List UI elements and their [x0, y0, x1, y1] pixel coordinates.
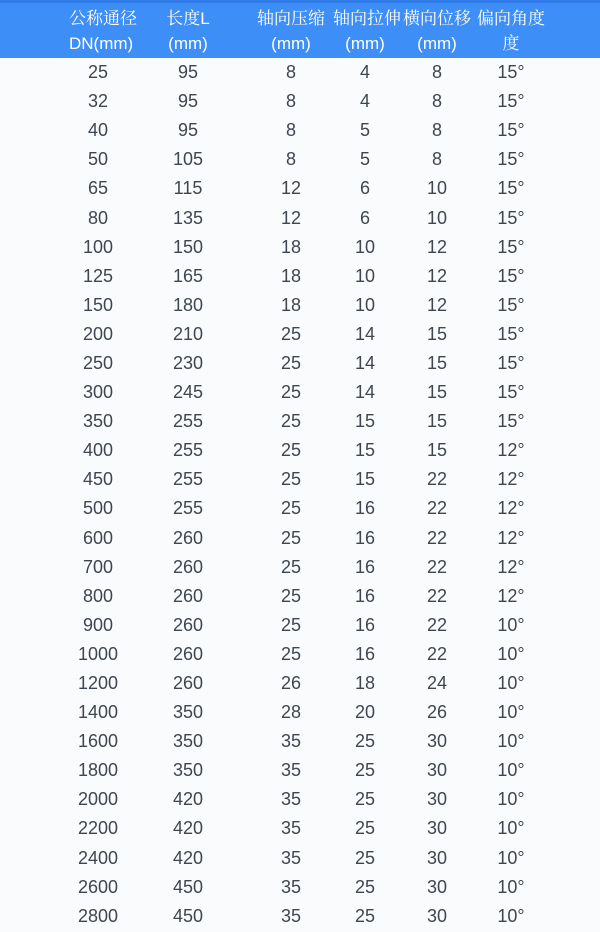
row-spacer-right	[545, 116, 600, 145]
table-cell: 165	[172, 265, 204, 286]
row-spacer-right	[545, 407, 600, 436]
table-cell: 22	[426, 643, 448, 664]
table-row	[0, 262, 600, 291]
table-cell: 25	[354, 760, 376, 781]
table-cell: 12	[280, 207, 302, 228]
row-spacer-right	[545, 844, 600, 873]
table-cell: 16	[354, 498, 376, 519]
table-cell: 16	[354, 643, 376, 664]
table-cell: 16	[354, 527, 376, 548]
row-spacer-right	[545, 494, 600, 523]
row-spacer-right	[545, 785, 600, 814]
table-cell: 35	[280, 818, 302, 839]
table-cell: 350	[172, 731, 204, 752]
table-cell: 30	[426, 789, 448, 810]
row-spacer-right	[545, 436, 600, 465]
table-cell: 15	[426, 411, 448, 432]
table-cell: 400	[82, 440, 114, 461]
table-cell: 30	[426, 731, 448, 752]
table-cell: 15°	[497, 91, 525, 112]
row-spacer-right	[545, 87, 600, 116]
table-cell: 25	[280, 585, 302, 606]
table-cell: 200	[82, 323, 114, 344]
row-spacer-right	[545, 524, 600, 553]
table-cell: 8	[285, 91, 296, 112]
table-cell: 2600	[77, 876, 119, 897]
table-cell: 15	[354, 440, 376, 461]
row-spacer-left	[0, 902, 69, 931]
table-cell: 350	[172, 702, 204, 723]
table-cell: 12°	[497, 585, 525, 606]
table-cell: 15°	[497, 294, 525, 315]
table-cell: 420	[172, 818, 204, 839]
table-cell: 12	[280, 178, 302, 199]
table-row	[0, 698, 600, 727]
row-spacer-left	[0, 233, 69, 262]
table-cell: 10°	[497, 818, 525, 839]
table-row	[0, 640, 600, 669]
row-spacer-left	[0, 349, 69, 378]
table-cell: 22	[426, 585, 448, 606]
table-cell: 95	[177, 62, 199, 83]
column-header-line1: 公称通径	[69, 8, 137, 28]
table-cell: 10	[426, 178, 448, 199]
table-cell: 30	[426, 847, 448, 868]
table-cell: 35	[280, 789, 302, 810]
table-cell: 5	[359, 120, 370, 141]
table-row	[0, 320, 600, 349]
table-cell: 4	[359, 91, 370, 112]
table-header-row	[0, 3, 600, 58]
row-spacer-right	[545, 727, 600, 756]
table-cell: 15°	[497, 236, 525, 257]
table-cell: 22	[426, 556, 448, 577]
row-spacer-right	[545, 873, 600, 902]
table-cell: 14	[354, 382, 376, 403]
table-cell: 16	[354, 556, 376, 577]
table-cell: 300	[82, 382, 114, 403]
row-spacer-left	[0, 58, 69, 87]
table-cell: 25	[354, 905, 376, 926]
table-cell: 10°	[497, 702, 525, 723]
table-header	[0, 3, 600, 58]
table-cell: 22	[426, 527, 448, 548]
row-spacer-right	[545, 291, 600, 320]
table-cell: 260	[172, 527, 204, 548]
table-row	[0, 407, 600, 436]
table-cell: 14	[354, 352, 376, 373]
table-cell: 25	[280, 643, 302, 664]
table-row	[0, 756, 600, 785]
table-cell: 16	[354, 585, 376, 606]
table-cell: 25	[280, 440, 302, 461]
table-cell: 25	[280, 527, 302, 548]
table-row	[0, 814, 600, 843]
table-cell: 16	[354, 614, 376, 635]
column-header-axial-compression	[249, 3, 333, 58]
table-row	[0, 494, 600, 523]
column-header-nominal-diameter	[69, 3, 137, 58]
table-cell: 125	[82, 265, 114, 286]
row-spacer-left	[0, 262, 69, 291]
table-cell: 115	[173, 178, 203, 199]
row-spacer-right	[545, 553, 600, 582]
table-cell: 255	[172, 498, 204, 519]
table-cell: 25	[354, 731, 376, 752]
table-cell: 15°	[497, 382, 525, 403]
table-cell: 12	[426, 236, 448, 257]
column-header-line2: (mm)	[168, 33, 208, 53]
column-header-lateral-displacement	[397, 3, 477, 58]
row-spacer-left	[0, 669, 69, 698]
table-cell: 100	[82, 236, 114, 257]
table-row	[0, 145, 600, 174]
table-cell: 2000	[77, 789, 119, 810]
table-cell: 32	[87, 91, 109, 112]
table-cell: 450	[172, 876, 204, 897]
table-cell: 25	[280, 411, 302, 432]
table-cell: 15°	[497, 207, 525, 228]
column-header-deflection-angle	[477, 3, 545, 58]
table-cell: 420	[172, 789, 204, 810]
table-cell: 24	[426, 673, 448, 694]
table-cell: 10°	[497, 760, 525, 781]
row-spacer-right	[545, 349, 600, 378]
table-cell: 210	[172, 323, 204, 344]
header-spacer-left	[0, 3, 69, 58]
table-cell: 230	[172, 352, 204, 373]
row-spacer-left	[0, 640, 69, 669]
row-spacer-left	[0, 378, 69, 407]
table-row	[0, 87, 600, 116]
table-cell: 25	[280, 352, 302, 373]
table-cell: 2400	[77, 847, 119, 868]
row-spacer-left	[0, 145, 69, 174]
table-cell: 15	[354, 469, 376, 490]
row-spacer-left	[0, 814, 69, 843]
table-cell: 50	[87, 149, 109, 170]
table-cell: 12°	[497, 527, 525, 548]
table-row	[0, 873, 600, 902]
table-cell: 35	[280, 731, 302, 752]
table-cell: 10°	[497, 847, 525, 868]
table-cell: 15	[354, 411, 376, 432]
table-cell: 150	[82, 294, 114, 315]
row-spacer-right	[545, 640, 600, 669]
table-body	[0, 58, 600, 931]
table-cell: 15	[426, 352, 448, 373]
row-spacer-left	[0, 465, 69, 494]
table-cell: 8	[285, 120, 296, 141]
table-cell: 14	[354, 323, 376, 344]
row-spacer-right	[545, 814, 600, 843]
table-cell: 15	[426, 440, 448, 461]
table-cell: 25	[87, 62, 109, 83]
table-cell: 900	[82, 614, 114, 635]
table-cell: 20	[354, 702, 376, 723]
row-spacer-left	[0, 203, 69, 232]
row-spacer-left	[0, 785, 69, 814]
table-cell: 12°	[497, 469, 525, 490]
table-cell: 1600	[77, 731, 119, 752]
table-cell: 25	[354, 789, 376, 810]
table-cell: 260	[172, 673, 204, 694]
row-spacer-right	[545, 902, 600, 931]
table-row	[0, 611, 600, 640]
table-cell: 10°	[497, 673, 525, 694]
table-cell: 10	[354, 294, 376, 315]
table-cell: 1800	[77, 760, 119, 781]
column-header-line2: (mm)	[345, 33, 385, 53]
header-spacer-right	[545, 3, 600, 58]
table-cell: 350	[172, 760, 204, 781]
column-header-line1: 横向位移	[403, 8, 471, 28]
row-spacer-left	[0, 116, 69, 145]
table-cell: 28	[280, 702, 302, 723]
table-cell: 135	[172, 207, 204, 228]
row-spacer-left	[0, 873, 69, 902]
table-cell: 15	[426, 323, 448, 344]
table-cell: 40	[87, 120, 109, 141]
table-cell: 2200	[77, 818, 119, 839]
table-cell: 1200	[77, 673, 119, 694]
row-spacer-left	[0, 436, 69, 465]
table-cell: 25	[280, 469, 302, 490]
table-cell: 22	[426, 498, 448, 519]
row-spacer-left	[0, 407, 69, 436]
table-cell: 350	[82, 411, 114, 432]
table-cell: 8	[285, 62, 296, 83]
table-cell: 8	[285, 149, 296, 170]
table-cell: 150	[172, 236, 204, 257]
table-row	[0, 174, 600, 203]
table-cell: 450	[82, 469, 114, 490]
column-header-length	[127, 3, 249, 58]
table-cell: 15°	[497, 323, 525, 344]
table-cell: 600	[82, 527, 114, 548]
column-header-line2: 度	[502, 33, 520, 53]
table-cell: 35	[280, 760, 302, 781]
table-row	[0, 116, 600, 145]
table-cell: 15°	[497, 120, 525, 141]
table-cell: 8	[431, 149, 442, 170]
table-row	[0, 465, 600, 494]
row-spacer-left	[0, 756, 69, 785]
table-cell: 15°	[497, 411, 525, 432]
table-row	[0, 582, 600, 611]
table-row	[0, 233, 600, 262]
table-row	[0, 727, 600, 756]
table-cell: 12°	[497, 556, 525, 577]
row-spacer-right	[545, 320, 600, 349]
row-spacer-right	[545, 611, 600, 640]
table-cell: 6	[359, 178, 370, 199]
row-spacer-right	[545, 698, 600, 727]
column-header-line1: 轴向压缩	[257, 8, 325, 28]
table-cell: 15°	[497, 352, 525, 373]
row-spacer-right	[545, 669, 600, 698]
table-cell: 250	[82, 352, 114, 373]
table-cell: 15	[426, 382, 448, 403]
table-cell: 245	[172, 382, 204, 403]
column-header-line1: 偏向角度	[477, 8, 545, 28]
table-cell: 10	[426, 207, 448, 228]
table-cell: 95	[177, 91, 199, 112]
column-header-line2: (mm)	[271, 33, 311, 53]
table-cell: 25	[280, 323, 302, 344]
row-spacer-left	[0, 698, 69, 727]
table-cell: 420	[172, 847, 204, 868]
table-cell: 25	[280, 382, 302, 403]
table-cell: 18	[280, 265, 302, 286]
table-row	[0, 349, 600, 378]
table-cell: 25	[280, 556, 302, 577]
table-cell: 22	[426, 469, 448, 490]
table-cell: 8	[431, 62, 442, 83]
table-cell: 500	[82, 498, 114, 519]
table-cell: 30	[426, 818, 448, 839]
column-header-line1: 轴向拉伸	[333, 8, 401, 28]
table-cell: 30	[426, 905, 448, 926]
row-spacer-left	[0, 844, 69, 873]
table-cell: 10°	[497, 905, 525, 926]
table-row	[0, 291, 600, 320]
table-cell: 6	[359, 207, 370, 228]
table-cell: 12°	[497, 440, 525, 461]
table-row	[0, 203, 600, 232]
table-row	[0, 436, 600, 465]
table-cell: 25	[280, 498, 302, 519]
table-cell: 255	[172, 469, 204, 490]
table-cell: 80	[87, 207, 109, 228]
table-cell: 22	[426, 614, 448, 635]
table-cell: 10°	[497, 731, 525, 752]
row-spacer-left	[0, 494, 69, 523]
table-cell: 180	[172, 294, 204, 315]
table-cell: 260	[172, 614, 204, 635]
table-cell: 10°	[497, 789, 525, 810]
table-cell: 2800	[77, 905, 119, 926]
table-cell: 26	[280, 673, 302, 694]
table-row	[0, 524, 600, 553]
table-cell: 10°	[497, 614, 525, 635]
table-cell: 700	[82, 556, 114, 577]
table-cell: 105	[172, 149, 204, 170]
table-cell: 18	[354, 673, 376, 694]
table-cell: 255	[172, 440, 204, 461]
table-row	[0, 902, 600, 931]
row-spacer-right	[545, 233, 600, 262]
table-cell: 450	[172, 905, 204, 926]
table-cell: 26	[426, 702, 448, 723]
row-spacer-left	[0, 553, 69, 582]
table-cell: 10°	[497, 876, 525, 897]
table-cell: 255	[172, 411, 204, 432]
table-cell: 95	[177, 120, 199, 141]
row-spacer-right	[545, 203, 600, 232]
table-cell: 18	[280, 236, 302, 257]
row-spacer-left	[0, 174, 69, 203]
table-cell: 10	[354, 236, 376, 257]
table-cell: 30	[426, 876, 448, 897]
row-spacer-right	[545, 756, 600, 785]
table-cell: 18	[280, 294, 302, 315]
table-cell: 35	[280, 847, 302, 868]
table-cell: 1400	[77, 702, 119, 723]
table-row	[0, 58, 600, 87]
row-spacer-left	[0, 87, 69, 116]
table-cell: 8	[431, 120, 442, 141]
table-cell: 260	[172, 643, 204, 664]
table-cell: 15°	[497, 178, 525, 199]
table-cell: 35	[280, 905, 302, 926]
row-spacer-right	[545, 465, 600, 494]
table-cell: 65	[87, 178, 109, 199]
spec-table	[0, 3, 600, 931]
table-cell: 10	[354, 265, 376, 286]
table-row	[0, 553, 600, 582]
row-spacer-right	[545, 262, 600, 291]
table-cell: 260	[172, 556, 204, 577]
row-spacer-right	[545, 58, 600, 87]
table-cell: 15°	[497, 265, 525, 286]
row-spacer-right	[545, 378, 600, 407]
table-cell: 25	[354, 876, 376, 897]
row-spacer-right	[545, 174, 600, 203]
table-row	[0, 844, 600, 873]
table-cell: 25	[354, 847, 376, 868]
table-cell: 35	[280, 876, 302, 897]
column-header-line2: (mm)	[417, 33, 457, 53]
table-cell: 4	[359, 62, 370, 83]
table-cell: 800	[82, 585, 114, 606]
table-cell: 15°	[497, 149, 525, 170]
table-row	[0, 378, 600, 407]
row-spacer-left	[0, 727, 69, 756]
row-spacer-right	[545, 145, 600, 174]
column-header-axial-extension	[333, 3, 401, 58]
row-spacer-right	[545, 582, 600, 611]
table-cell: 25	[280, 614, 302, 635]
table-cell: 12°	[497, 498, 525, 519]
row-spacer-left	[0, 611, 69, 640]
table-cell: 260	[172, 585, 204, 606]
table-cell: 1000	[77, 643, 119, 664]
table-cell: 15°	[497, 62, 525, 83]
table-cell: 12	[426, 265, 448, 286]
table-cell: 12	[426, 294, 448, 315]
row-spacer-left	[0, 291, 69, 320]
table-cell: 10°	[497, 643, 525, 664]
table-cell: 25	[354, 818, 376, 839]
table-row	[0, 669, 600, 698]
table-cell: 8	[431, 91, 442, 112]
table-cell: 5	[359, 149, 370, 170]
table-cell: 30	[426, 760, 448, 781]
row-spacer-left	[0, 524, 69, 553]
row-spacer-left	[0, 320, 69, 349]
column-header-line2: DN(mm)	[69, 33, 134, 53]
row-spacer-left	[0, 582, 69, 611]
table-row	[0, 785, 600, 814]
column-header-line1: 长度L	[166, 8, 210, 28]
